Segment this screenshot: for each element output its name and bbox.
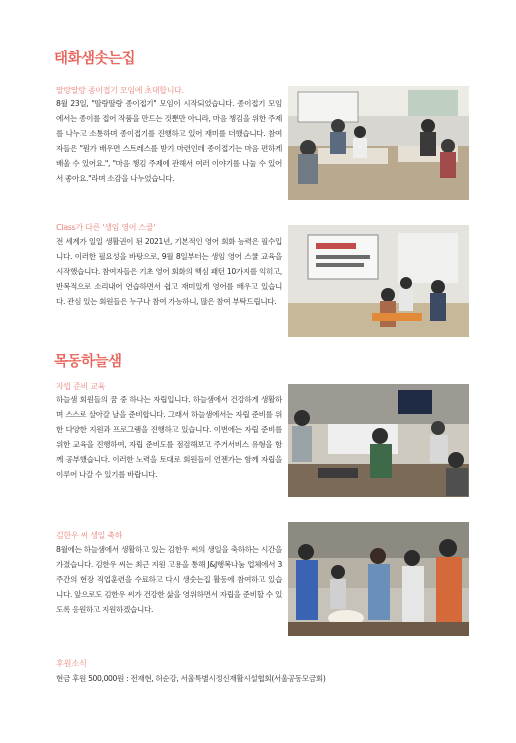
photo-origami-class xyxy=(288,86,469,200)
article-body-english: 전 세계가 일일 생활권이 된 2021년, 기본적인 영어 회화 능력은 필수입니다. 이러한 필요성을 바탕으로, 9월 8일부터는 생임 영어 스쿨 교육을 시작했습니다. 참여자들은 기초 영어 회화의 핵심 패턴 10가지를 익히고, 반복적으로 소리내어 연습하면서 쉽고 재미있게 영어를 배우고 있습니다. 관심 있는 회원들은 누구나 참여 가능하니, 많은 참여 부탁드립니다. xyxy=(56,237,282,307)
article-body-birthday: 8월에는 하늘샘에서 생활하고 있는 김한우 씨의 생일을 축하하는 시간을 가졌습니다. 김한우 씨는 최근 지원 고용을 통해 J&J행복나눔 업체에서 3주간의 현장 직업훈련을 수료하고 다시 생숫는집 활동에 참여하고 있습니다. 앞으로도 김한우 씨가 건강한 삶을 영위하면서 자립을 준비할 수 있도록 응원하고 지원하겠습니다. xyxy=(56,545,282,615)
article-subtitle-english: Class가 다른 '생임 영어 스쿨' xyxy=(56,223,156,232)
photo-birthday-celebration xyxy=(288,522,469,636)
donation-label: 후원소식 xyxy=(56,659,87,668)
article-subtitle-birthday: 김한우 씨 생일 축하 xyxy=(56,531,123,540)
donation-text: 현금 후원 500,000원 : 전재현, 허순강, 서울특별시정신재활시설협회(서울공동모금회) xyxy=(56,674,326,683)
article-body-origami: 8월 23일, "딸랑딸랑 종이접기" 모임이 시작되었습니다. 종이접기 모임에서는 종이를 접어 작품을 만드는 것뿐만 아니라, 마음 챙김을 위한 주제를 나누고 소통하며 종이접기를 진행하고 있어 재미를 더했습니다. 참여자들은 "뭔가 배우면 스트레스를 받기 마련인데 종이접기는 마음 편하게 배울 수 있어요.", "마음 챙김 주제에 관해서 여러 이야기를 나눌 수 있어서 좋아요."라며 소감을 나누었습니다. xyxy=(56,99,282,184)
section-title-mokdong: 목동하늘샘 xyxy=(54,354,122,370)
photo-english-school xyxy=(288,225,469,337)
article-subtitle-independence: 자립 준비 교육 xyxy=(56,382,106,391)
article-subtitle-origami: 딸랑딸랑 종이접기 모임에 초대합니다. xyxy=(56,86,184,95)
section-title-taehwa: 태화샘솟는집 xyxy=(54,51,136,67)
photo-independence-education xyxy=(288,384,469,497)
article-body-independence: 하늘샘 회원들의 꿈 중 하나는 자립입니다. 하늘샘에서 건강하게 생활하며 스스로 살아갈 날을 준비합니다. 그래서 하늘샘에서는 자립 준비를 위한 다양한 지원과 프로그램을 진행하고 있습니다. 이번에는 자립 준비를 위한 교육을 진행하여, 자립 준비도를 점검해보고 주거서비스 유형을 함께 공부했습니다. 이러한 노력을 토대로 회원들이 언젠가는 함께 자립을 이루어 나갈 수 있기를 바랍니다. xyxy=(56,395,282,480)
